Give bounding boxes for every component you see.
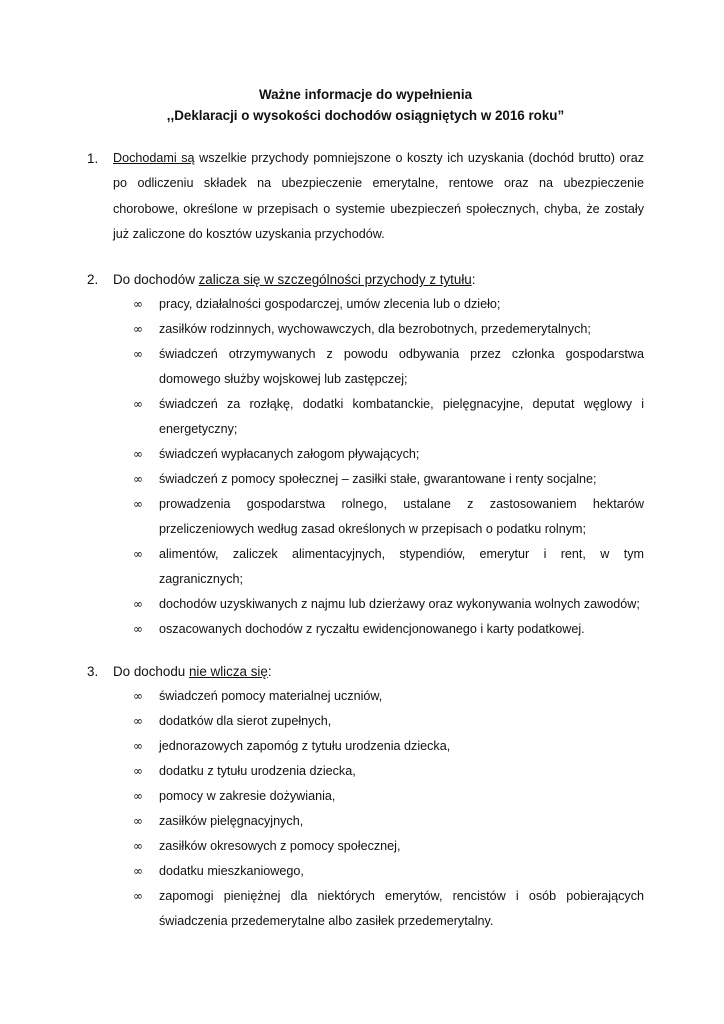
list-item bbox=[133, 834, 644, 859]
list-item-text: jednorazowych zapomóg z tytułu urodzenia dziecka, bbox=[159, 739, 451, 754]
list-item bbox=[133, 784, 644, 809]
section-number: 2. bbox=[87, 272, 99, 288]
infinity-bullet-icon: ∞ bbox=[133, 889, 143, 904]
list-item-text: dodatków dla sierot zupełnych, bbox=[159, 714, 332, 729]
list-item bbox=[133, 684, 644, 709]
infinity-bullet-icon: ∞ bbox=[133, 597, 143, 612]
list-item-text: dodatku mieszkaniowego, bbox=[159, 864, 304, 879]
infinity-bullet-icon: ∞ bbox=[133, 789, 143, 804]
list-item-text: zasiłków rodzinnych, wychowawczych, dla bezrobotnych, przedemerytalnych; bbox=[159, 322, 591, 337]
title-line-1: Ważne informacje do wypełnienia bbox=[258, 87, 473, 102]
list-item bbox=[133, 292, 644, 317]
list-item bbox=[133, 342, 644, 392]
infinity-bullet-icon: ∞ bbox=[133, 297, 143, 312]
infinity-bullet-icon: ∞ bbox=[133, 347, 143, 362]
list-item-text: dodatku z tytułu urodzenia dziecka, bbox=[159, 764, 356, 779]
infinity-bullet-icon: ∞ bbox=[133, 622, 143, 637]
list-item-text: świadczeń wypłacanych załogom pływających; bbox=[159, 447, 420, 462]
list-item-text: dochodów uzyskiwanych z najmu lub dzierżawy oraz wykonywania wolnych zawodów; bbox=[159, 597, 640, 612]
list-item bbox=[133, 317, 644, 342]
list-item-text: pracy, działalności gospodarczej, umów zlecenia lub o dzieło; bbox=[159, 297, 501, 312]
list-item bbox=[133, 392, 644, 442]
section-1-text: wszelkie przychody pomniejszone o koszty ich uzyskania (dochód brutto) oraz po odliczeniu składek na ubezpieczenie emerytalne, rentowe oraz na ubezpieczenie chorobowe, określone w przepisach o systemie ubezpieczeń społecznych, chyba, że zostały już zaliczone do kosztów uzyskania przychodów. bbox=[113, 151, 644, 241]
list-item-text: alimentów, zaliczek alimentacyjnych, stypendiów, emerytur i rent, w tym zagranicznych; bbox=[159, 547, 644, 587]
title-line-2: ,,Deklaracji o wysokości dochodów osiągniętych w 2016 roku” bbox=[166, 108, 565, 123]
infinity-bullet-icon: ∞ bbox=[133, 739, 143, 754]
section-3 bbox=[87, 659, 644, 934]
list-item-text: zasiłków okresowych z pomocy społecznej, bbox=[159, 839, 401, 854]
list-item-text: pomocy w zakresie dożywiania, bbox=[159, 789, 336, 804]
section-3-bullets bbox=[133, 684, 644, 934]
list-item bbox=[133, 759, 644, 784]
section-2 bbox=[87, 267, 644, 642]
section-1 bbox=[87, 146, 644, 247]
section-1-lead: Dochodami są bbox=[113, 151, 195, 165]
list-item bbox=[133, 542, 644, 592]
list-item-text: zasiłków pielęgnacyjnych, bbox=[159, 814, 304, 829]
list-item bbox=[133, 709, 644, 734]
list-item-text: świadczeń z pomocy społecznej – zasiłki stałe, gwarantowane i renty socjalne; bbox=[159, 472, 597, 487]
infinity-bullet-icon: ∞ bbox=[133, 714, 143, 729]
infinity-bullet-icon: ∞ bbox=[133, 472, 143, 487]
list-item bbox=[133, 859, 644, 884]
list-item bbox=[133, 442, 644, 467]
list-item-text: świadczeń otrzymywanych z powodu odbywania przez członka gospodarstwa domowego służby wojskowej lub zastępczej; bbox=[159, 347, 644, 387]
section-2-bullets bbox=[133, 292, 644, 642]
list-item bbox=[133, 884, 644, 934]
infinity-bullet-icon: ∞ bbox=[133, 839, 143, 854]
section-number: 3. bbox=[87, 664, 99, 680]
infinity-bullet-icon: ∞ bbox=[133, 689, 143, 704]
section-3-heading: Do dochodu nie wlicza się: bbox=[113, 664, 272, 680]
list-item-text: oszacowanych dochodów z ryczałtu ewidencjonowanego i karty podatkowej. bbox=[159, 622, 585, 637]
document-title bbox=[87, 84, 644, 126]
section-2-heading-underlined: zalicza się w szczególności przychody z tytułu bbox=[198, 272, 472, 288]
list-item bbox=[133, 467, 644, 492]
list-item-text: świadczeń za rozłąkę, dodatki kombatanckie, pielęgnacyjne, deputat węglowy i energetyczny; bbox=[159, 397, 644, 437]
section-3-heading-underlined: nie wlicza się bbox=[188, 664, 268, 680]
infinity-bullet-icon: ∞ bbox=[133, 497, 143, 512]
list-item bbox=[133, 617, 644, 642]
list-item bbox=[133, 592, 644, 617]
infinity-bullet-icon: ∞ bbox=[133, 764, 143, 779]
list-item bbox=[133, 734, 644, 759]
infinity-bullet-icon: ∞ bbox=[133, 397, 143, 412]
section-1-paragraph bbox=[113, 146, 644, 247]
infinity-bullet-icon: ∞ bbox=[133, 447, 143, 462]
list-item-text: zapomogi pieniężnej dla niektórych emerytów, rencistów i osób pobierających świadczenia przedemerytalne albo zasiłek przedemerytalny. bbox=[159, 889, 644, 929]
infinity-bullet-icon: ∞ bbox=[133, 814, 143, 829]
sections-list bbox=[87, 146, 644, 934]
list-item bbox=[133, 809, 644, 834]
section-number: 1. bbox=[87, 151, 99, 166]
list-item-text: świadczeń pomocy materialnej uczniów, bbox=[159, 689, 383, 704]
infinity-bullet-icon: ∞ bbox=[133, 864, 143, 879]
section-2-heading: Do dochodów zalicza się w szczególności przychody z tytułu: bbox=[113, 272, 476, 288]
list-item-text: prowadzenia gospodarstwa rolnego, ustalane z zastosowaniem hektarów przeliczeniowych według zasad określonych w przepisach o podatku rolnym; bbox=[159, 497, 644, 537]
infinity-bullet-icon: ∞ bbox=[133, 322, 143, 337]
infinity-bullet-icon: ∞ bbox=[133, 547, 143, 562]
list-item bbox=[133, 492, 644, 542]
